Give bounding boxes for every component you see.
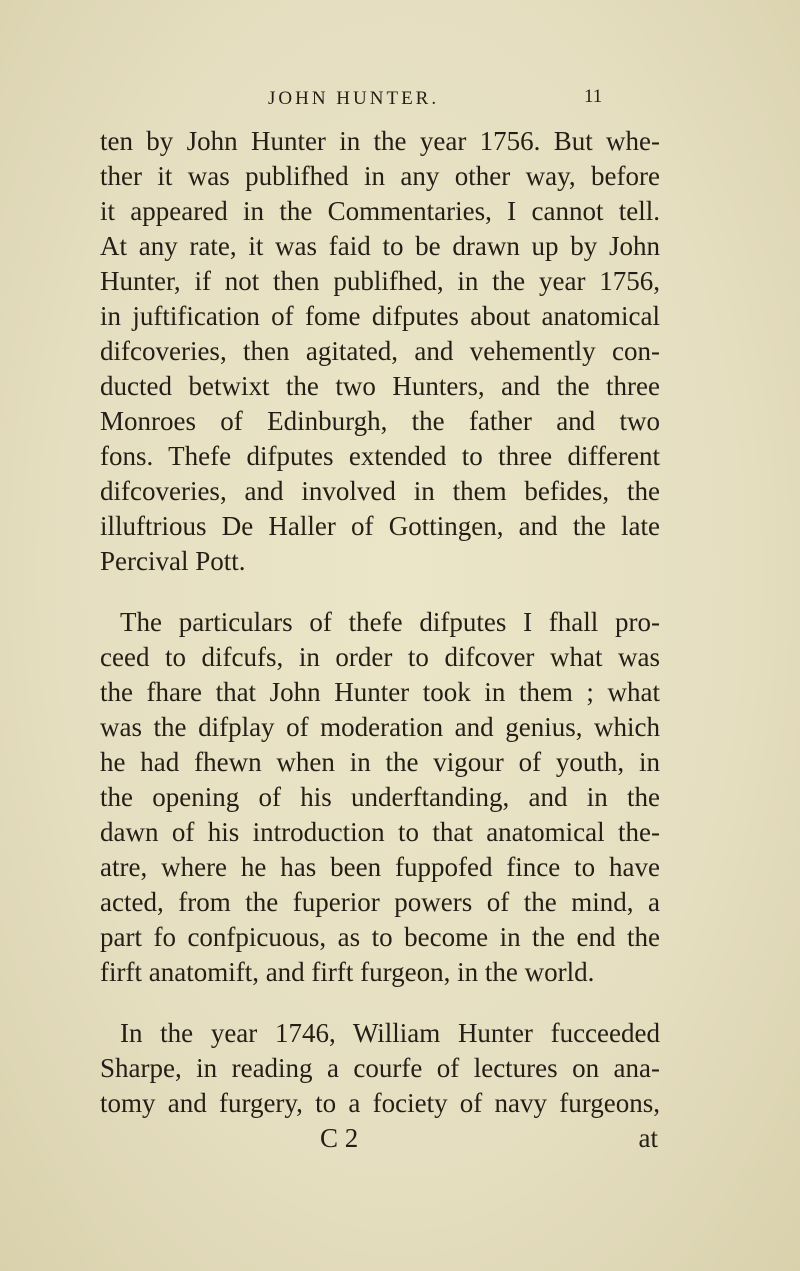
text-line: was the difplay of moderation and genius, which: [100, 712, 660, 742]
running-head: JOHN HUNTER.: [268, 88, 440, 109]
page-header: [0, 88, 800, 112]
body-text: [100, 124, 660, 1156]
text-line: the fhare that John Hunter took in them ; what: [100, 677, 660, 707]
text-line: atre, where he has been fuppofed fince to have: [100, 852, 660, 882]
text-line: difcoveries, and involved in them befides, the: [100, 476, 660, 506]
text-line: ducted betwixt the two Hunters, and the three: [100, 371, 660, 401]
text-line: acted, from the fuperior powers of the mind, a: [100, 887, 660, 917]
text-line: ceed to difcufs, in order to difcover what was: [100, 642, 660, 672]
text-line: Sharpe, in reading a courfe of lectures on ana-: [100, 1053, 660, 1083]
text-line: Monroes of Edinburgh, the father and two: [100, 406, 660, 436]
signature-mark: C 2: [320, 1123, 359, 1153]
text-line: In the year 1746, William Hunter fucceeded: [120, 1018, 660, 1048]
page-number: 11: [584, 86, 603, 107]
text-line: ther it was publifhed in any other way, before: [100, 161, 660, 191]
page-footer: [100, 1121, 660, 1156]
text-line: fons. Thefe difputes extended to three different: [100, 441, 660, 471]
paragraph-2: [100, 605, 660, 990]
text-line: Hunter, if not then publifhed, in the year 1756,: [100, 266, 660, 296]
text-line: it appeared in the Commentaries, I cannot tell.: [100, 196, 660, 226]
text-line: dawn of his introduction to that anatomical the-: [100, 817, 660, 847]
text-line: difcoveries, then agitated, and vehemently con-: [100, 336, 660, 366]
text-line: At any rate, it was faid to be drawn up by John: [100, 231, 660, 261]
text-line: part fo confpicuous, as to become in the end the: [100, 922, 660, 952]
text-line: the opening of his underftanding, and in the: [100, 782, 660, 812]
text-line: in juftification of fome difputes about anatomical: [100, 301, 660, 331]
text-line: he had fhewn when in the vigour of youth, in: [100, 747, 660, 777]
text-line: Percival Pott.: [100, 546, 246, 576]
text-line: illuftrious De Haller of Gottingen, and the late: [100, 511, 660, 541]
paragraph-1: [100, 124, 660, 579]
text-line: tomy and furgery, to a fociety of navy furgeons,: [100, 1088, 660, 1118]
text-line: ten by John Hunter in the year 1756. But whe-: [100, 126, 660, 156]
text-line: firft anatomift, and firft furgeon, in the world.: [100, 957, 595, 987]
text-line: The particulars of thefe difputes I fhall pro-: [120, 607, 660, 637]
catchword: at: [638, 1123, 658, 1153]
paragraph-3: [100, 1016, 660, 1121]
